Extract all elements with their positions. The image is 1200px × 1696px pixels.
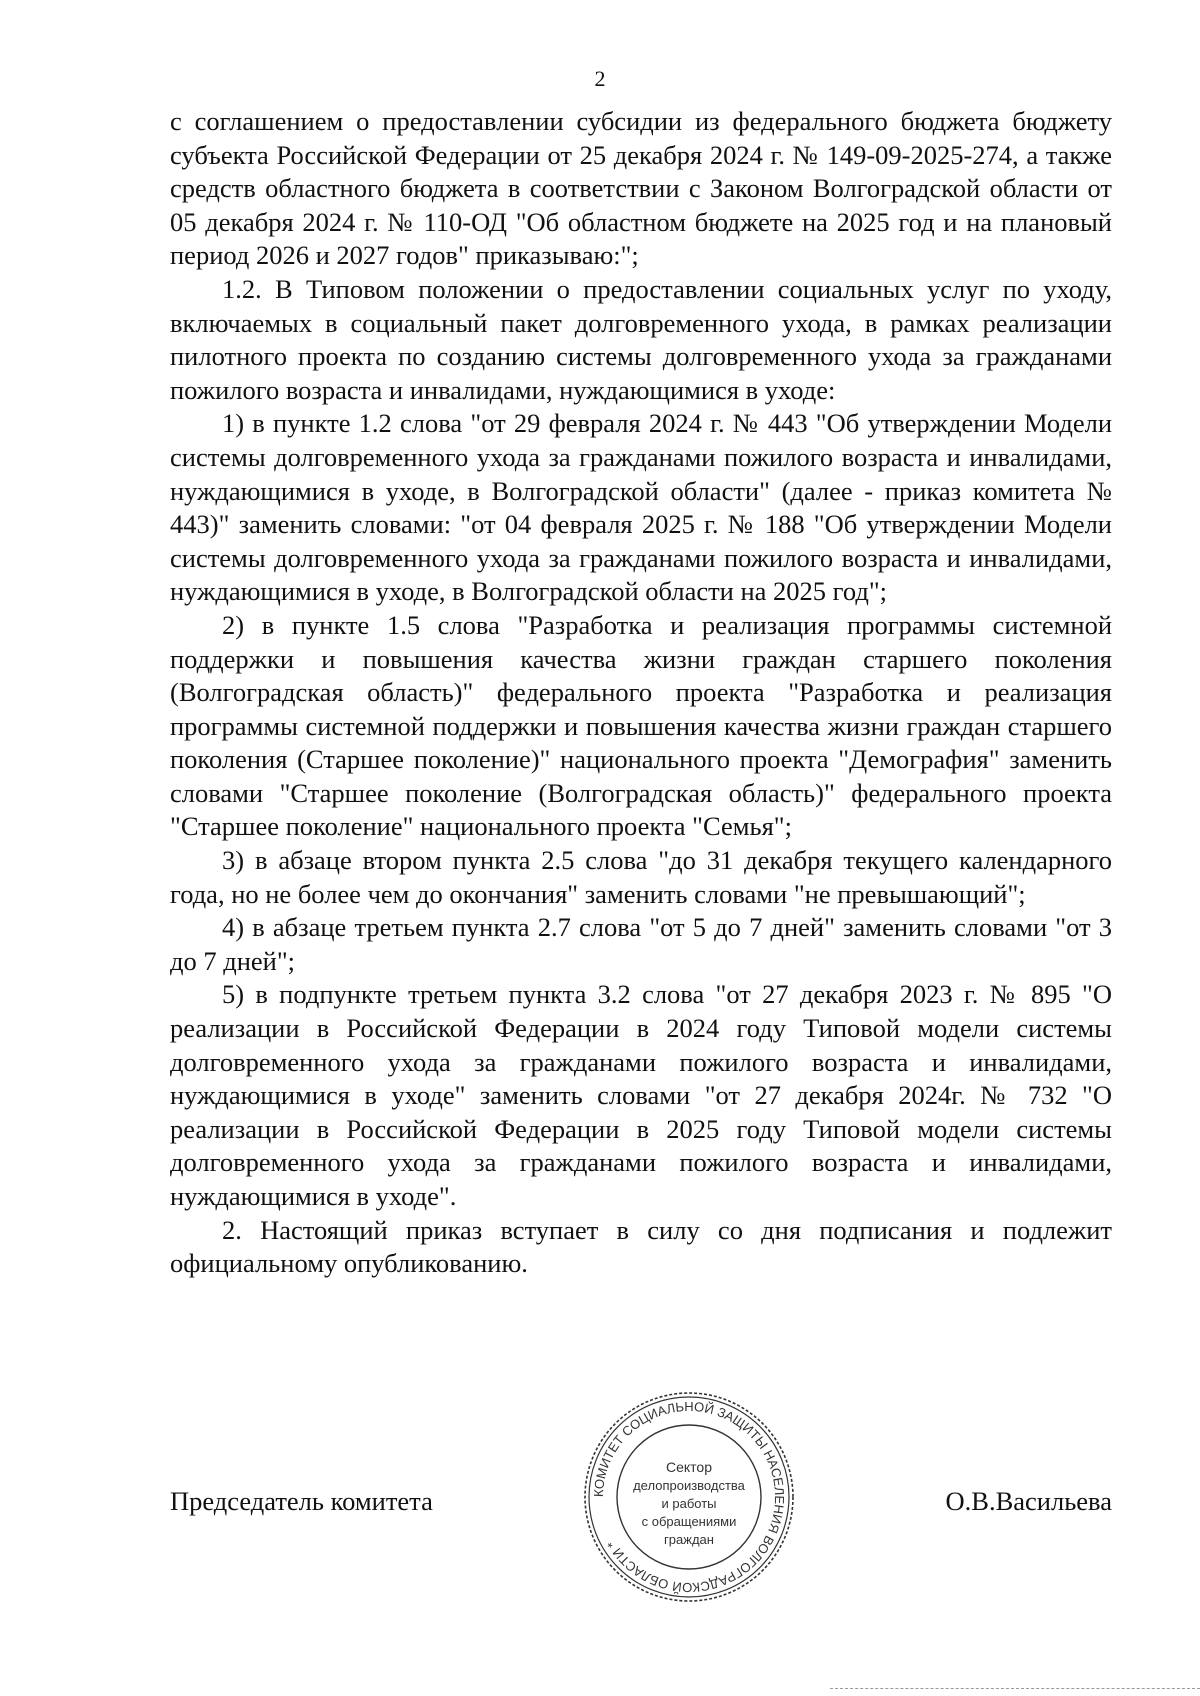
scan-edge-marks — [830, 1688, 1200, 1693]
paragraph-intro: с соглашением о предоставлении субсидии из федерального бюджета бюджету субъекта Российской Федерации от 25 декабря 2024 г. № 149-09-2025-274, а также средств областного бюджета в соответствии с Законом Волгоградской области от 05 декабря 2024 г. № 110-ОД "Об областном бюджете на 2025 год и на плановый период 2026 и 2027 годов" приказываю:"; — [170, 106, 1112, 271]
signatory-title: Председатель комитета — [170, 1486, 433, 1516]
signatory-name: О.В.Васильева — [945, 1486, 1112, 1516]
page-number: 2 — [594, 66, 606, 91]
paragraph-item-1: 1) в пункте 1.2 слова "от 29 февраля 2024 г. № 443 "Об утверждении Модели системы долговременного ухода за гражданами пожилого возраста и инвалидами, нуждающимися в уходе, в Волгоградской области" (далее - приказ комитета № 443)" заменить словами: "от 04 февраля 2025 г. № 188 "Об утверждении Модели системы долговременного ухода за гражданами пожилого возраста и инвалидами, нуждающимися в уходе, в Волгоградской области на 2025 год"; — [170, 408, 1112, 607]
paragraph-item-2: 2) в пункте 1.5 слова "Разработка и реализация программы системной поддержки и повышения качества жизни граждан старшего поколения (Волгоградская область)" федерального проекта "Разработка и реализация программы системной поддержки и повышения качества жизни граждан старшего поколения (Старшее поколение)" национального проекта "Демография" заменить словами "Старшее поколение (Волгоградская область)" федерального проекта "Старшее поколение" национального проекта "Семья"; — [170, 609, 1112, 842]
paragraph-item-3: 3) в абзаце втором пункта 2.5 слова "до 31 декабря текущего календарного года, но не более чем до окончания" заменить словами "не превышающий"; — [170, 845, 1112, 909]
stamp-line-2: делопроизводства — [633, 1478, 745, 1493]
paragraph-item-4: 4) в абзаце третьем пункта 2.7 слова "от 5 до 7 дней" заменить словами "от 3 до 7 дней"; — [170, 912, 1112, 976]
document-body — [170, 105, 1112, 1281]
stamp-line-4: с обращениями — [641, 1514, 737, 1529]
official-stamp — [580, 1388, 798, 1606]
paragraph-2: 2. Настоящий приказ вступает в силу со дня подписания и подлежит официальному опубликованию. — [170, 1214, 1112, 1279]
stamp-line-5: граждан — [664, 1532, 714, 1547]
stamp-line-1: Сектор — [665, 1459, 713, 1475]
stamp-ring-textpath: КОМИТЕТ СОЦИАЛЬНОЙ ЗАЩИТЫ НАСЕЛЕНИЯ ВОЛГОГРАДСКОЙ ОБЛАСТИ * — [590, 1398, 788, 1596]
paragraph-1-2: 1.2. В Типовом положении о предоставлении социальных услуг по уходу, включаемых в социальный пакет долговременного ухода, в рамках реализации пилотного проекта по созданию системы долговременного ухода за гражданами пожилого возраста и инвалидами, нуждающимися в уходе: — [170, 273, 1112, 405]
stamp-line-3: и работы — [661, 1496, 717, 1511]
paragraph-item-5: 5) в подпункте третьем пункта 3.2 слова "от 27 декабря 2023 г. № 895 "О реализации в Российской Федерации в 2024 году Типовой модели системы долговременного ухода за гражданами пожилого возраста и инвалидами, нуждающимися в уходе" заменить словами "от 27 декабря 2024г. № 732 "О реализации в Российской Федерации в 2025 году Типовой модели системы долговременного ухода за гражданами пожилого возраста и инвалидами, нуждающимися в уходе". — [170, 979, 1112, 1211]
